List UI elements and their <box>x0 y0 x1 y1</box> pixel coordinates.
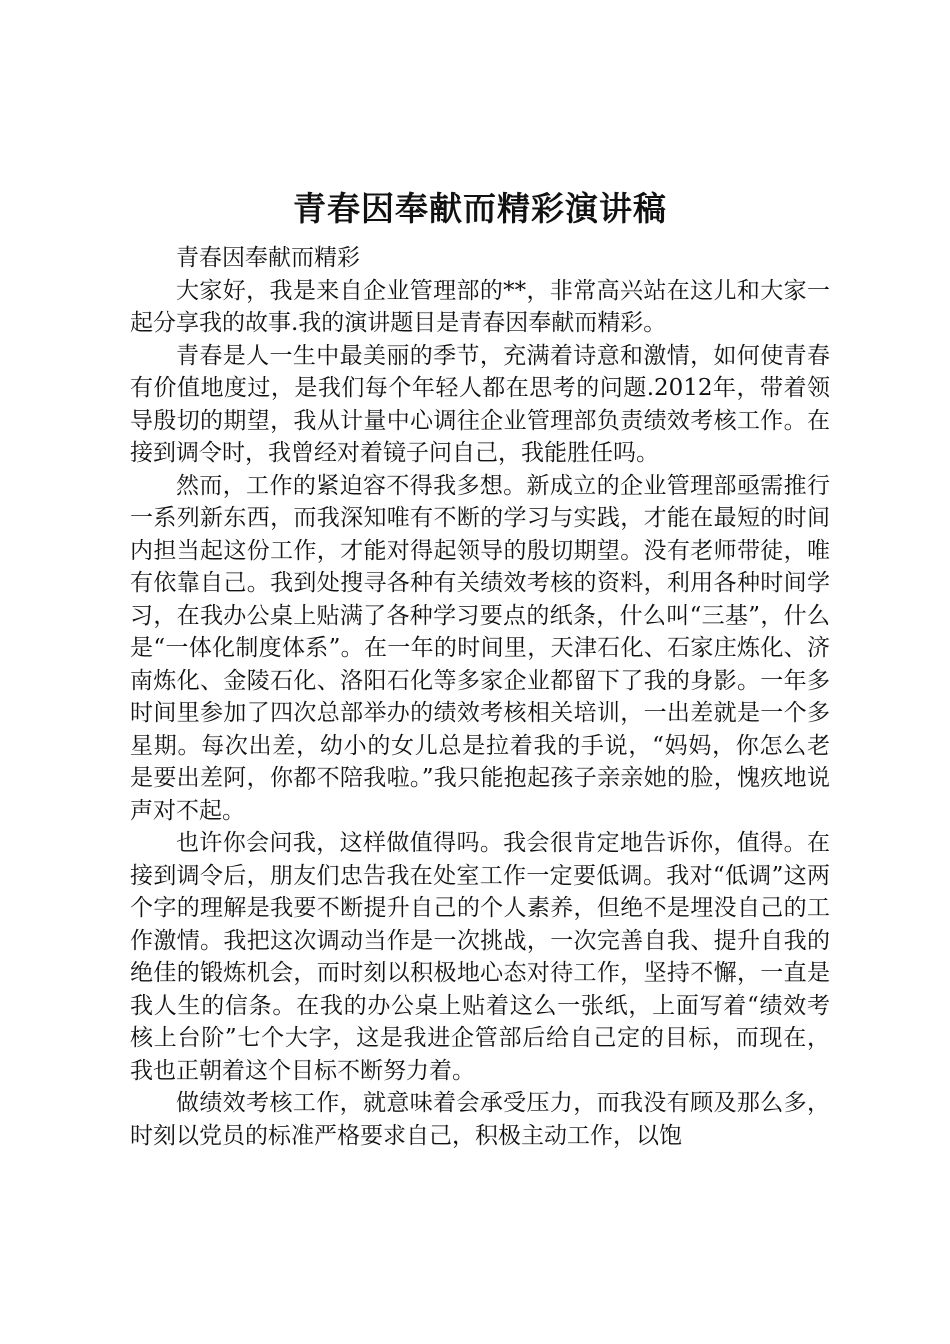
paragraph-subtitle: 青春因奉献而精彩 <box>176 245 360 271</box>
paragraph-pressure: 做绩效考核工作，就意味着会承受压力，而我没有顾及那么多，时刻以党员的标准严格要求自己，积极主动工作，以饱 <box>130 1090 830 1149</box>
paragraph-worth: 也许你会问我，这样做值得吗。我会很肯定地告诉你，值得。在接到调令后，朋友们忠告我在处室工作一定要低调。我对“低调”这两个字的理解是我要不断提升自己的个人素养，但绝不是埋没自己的工作激情。我把这次调动当作是一次挑战，一次完善自我、提升自我的绝佳的锻炼机会，而时刻以积极地心态对待工作，坚持不懈，一直是我人生的信条。在我的办公桌上贴着这么一张纸，上面写着“绩效考核上台阶”七个大字，这是我进企管部后给自己定的目标，而现在，我也正朝着这个目标不断努力着。 <box>130 830 830 1084</box>
paragraph-youth: 青春是人一生中最美丽的季节，充满着诗意和激情，如何使青春有价值地度过，是我们每个年轻人都在思考的问题.2012年，带着领导殷切的期望，我从计量中心调往企业管理部负责绩效考核工作。在接到调令时，我曾经对着镜子问自己，我能胜任吗。 <box>130 342 830 466</box>
document-page <box>130 182 830 1152</box>
paragraph-learning: 然而，工作的紧迫容不得我多想。新成立的企业管理部亟需推行一系列新东西，而我深知唯有不断的学习与实践，才能在最短的时间内担当起这份工作，才能对得起领导的殷切期望。没有老师带徒，唯有依靠自己。我到处搜寻各种有关绩效考核的资料，利用各种时间学习，在我办公桌上贴满了各种学习要点的纸条，什么叫“三基”，什么是“一体化制度体系”。在一年的时间里，天津石化、石家庄炼化、济南炼化、金陵石化、洛阳石化等多家企业都留下了我的身影。一年多时间里参加了四次总部举办的绩效考核相关培训，一出差就是一个多星期。每次出差，幼小的女儿总是拉着我的手说，“妈妈，你怎么老是要出差阿，你都不陪我啦。”我只能抱起孩子亲亲她的脸，愧疚地说声对不起。 <box>130 472 830 824</box>
document-title: 青春因奉献而精彩演讲稿 <box>293 189 667 228</box>
paragraph-greeting: 大家好，我是来自企业管理部的**，非常高兴站在这儿和大家一起分享我的故事.我的演讲题目是青春因奉献而精彩。 <box>130 277 830 336</box>
